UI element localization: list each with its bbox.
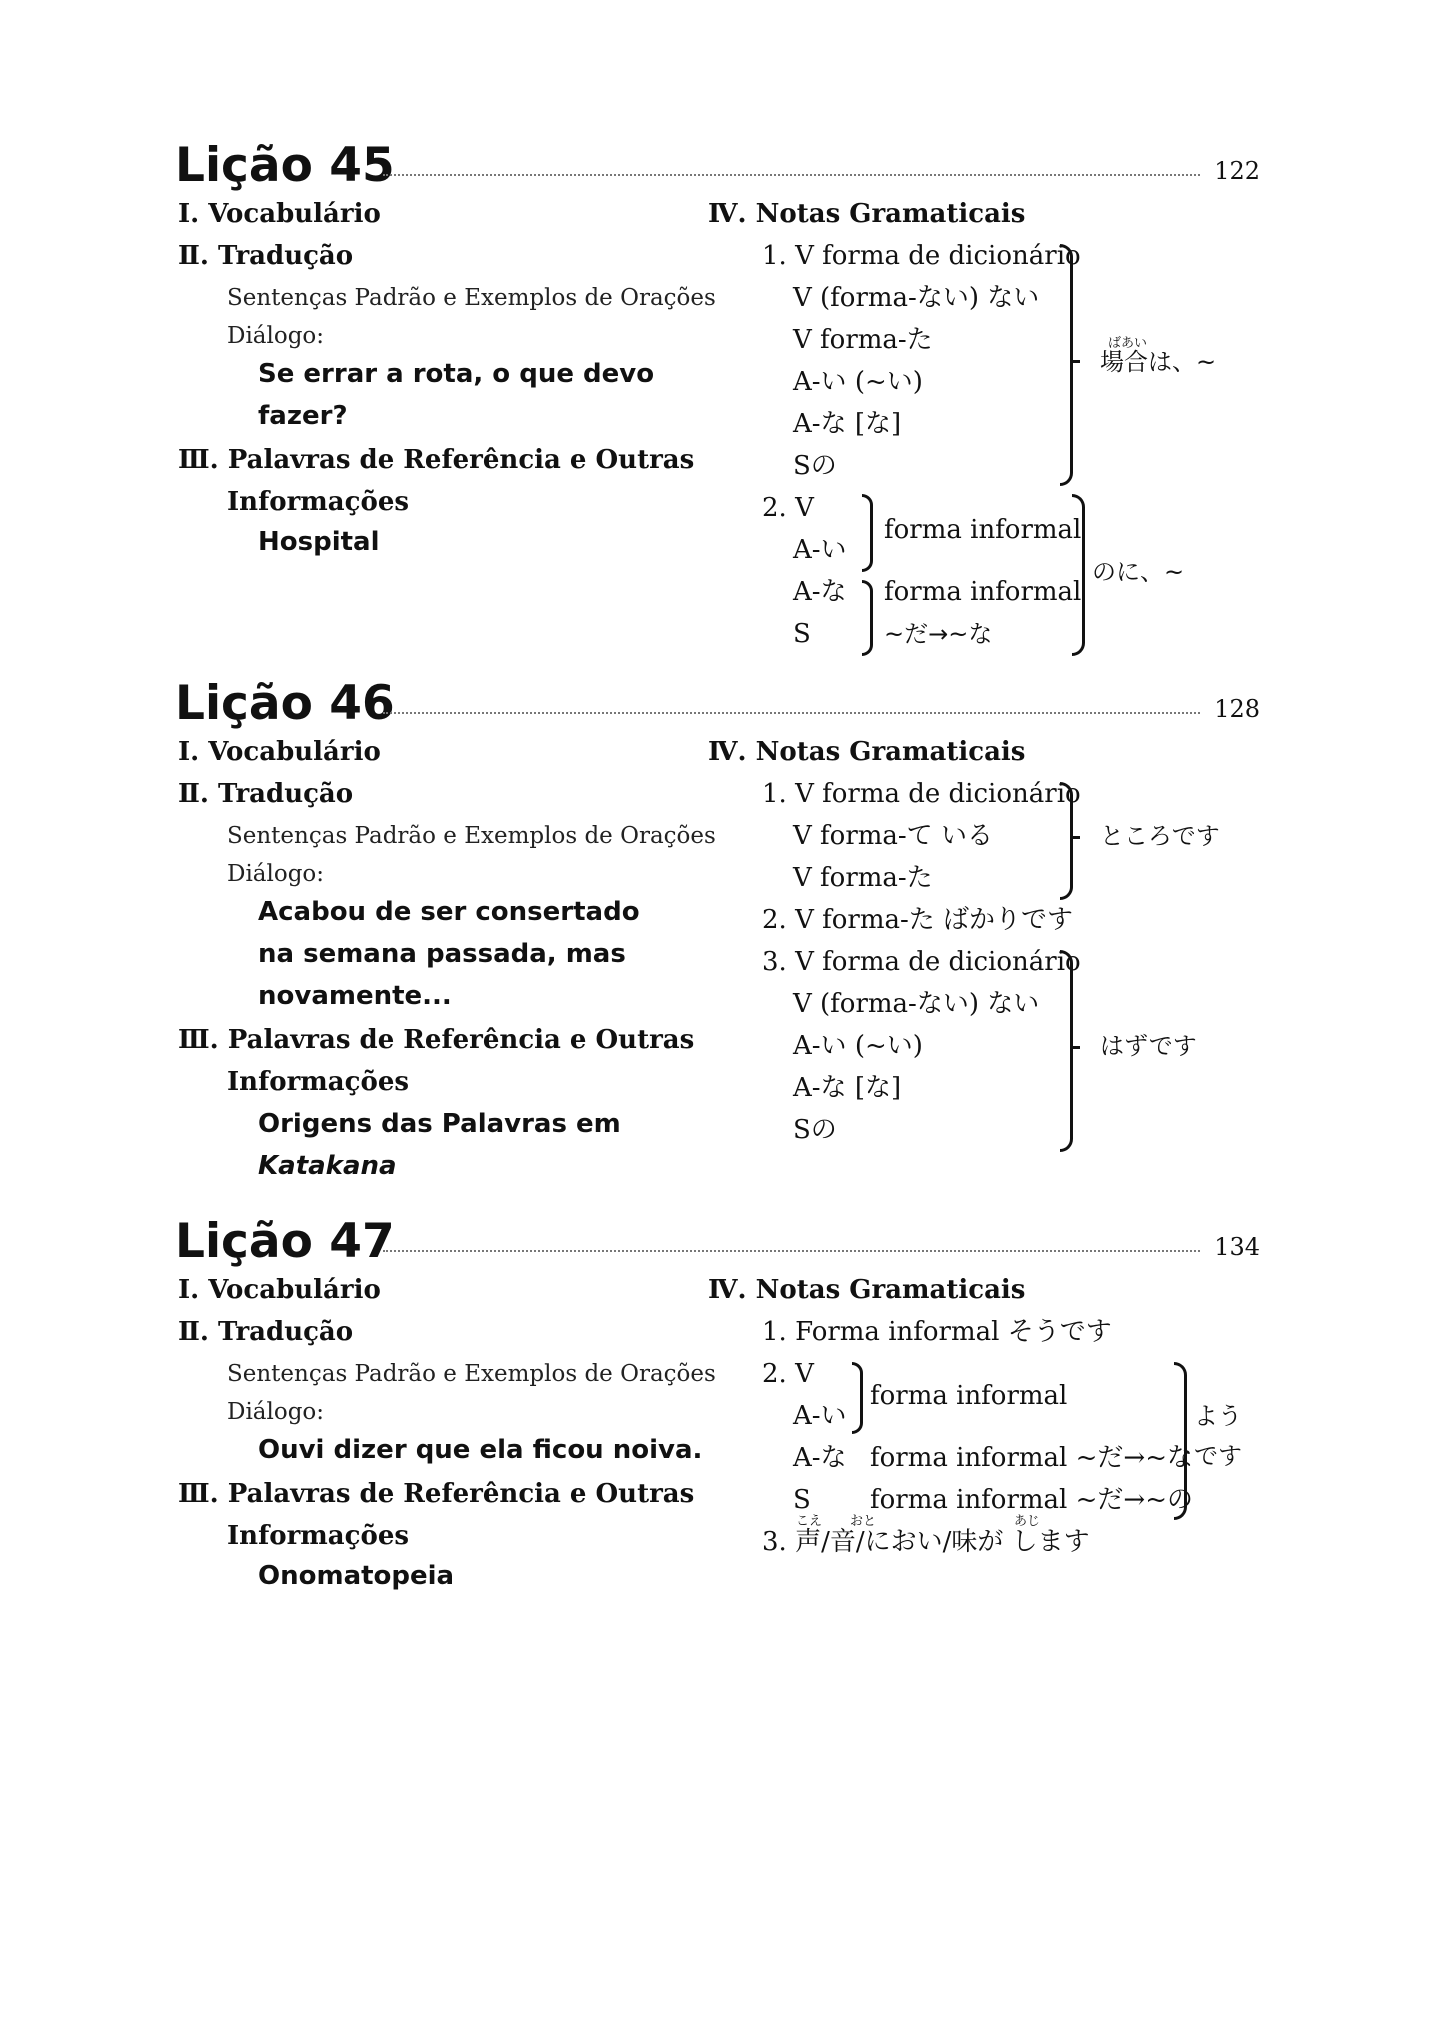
lesson-title: Lição 45 [175, 138, 395, 193]
section-traducao: Ⅱ. Tradução [178, 1317, 354, 1347]
brace [1060, 950, 1073, 1152]
brace-tip [1072, 360, 1080, 363]
grammar-result: よう [1194, 1402, 1242, 1430]
subsection-sentencas: Sentenças Padrão e Exemplos de Orações [227, 1361, 716, 1387]
section-palavras: Ⅲ. Palavras de Referência e Outras [178, 1479, 695, 1509]
brace [852, 1362, 863, 1434]
grammar-item: A-な [793, 1443, 847, 1473]
grammar-result: はずです [1100, 1032, 1197, 1060]
furigana: ばあい [1108, 336, 1148, 351]
furigana: おと [850, 1514, 877, 1529]
grammar-item: V forma-て いる [793, 821, 993, 851]
lesson-header [175, 676, 1260, 736]
grammar-item: V (forma-ない) ない [793, 283, 1040, 313]
section-palavras-cont: Informações [227, 1521, 409, 1551]
grammar-item: 3. V forma de dicionário [762, 947, 1081, 977]
brace-tip [1072, 1046, 1080, 1049]
grammar-item: 1. Forma informal そうです [762, 1317, 1112, 1347]
lesson-header [175, 1214, 1260, 1274]
dotted-leader [383, 1250, 1200, 1252]
grammar-item: A-い [793, 535, 847, 565]
page-number: 128 [1214, 695, 1260, 723]
section-vocabulario: Ⅰ. Vocabulário [178, 199, 381, 229]
grammar-item: forma informal [884, 515, 1082, 545]
subsection-sentencas: Sentenças Padrão e Exemplos de Orações [227, 285, 716, 311]
grammar-item: 2. V [762, 493, 814, 523]
grammar-result: 場合は、~ [1100, 348, 1217, 376]
grammar-item: Sの [793, 451, 837, 481]
section-notas-gramaticais: Ⅳ. Notas Gramaticais [708, 737, 1026, 767]
brace [1060, 782, 1073, 900]
section-vocabulario: Ⅰ. Vocabulário [178, 737, 381, 767]
grammar-item: 1. V forma de dicionário [762, 241, 1081, 271]
grammar-result: のに、~ [1092, 558, 1185, 586]
subsection-dialogo: Diálogo: [227, 1399, 325, 1425]
page-number: 134 [1214, 1233, 1260, 1261]
reference-topic: Katakana [258, 1151, 397, 1181]
dialog-title-line: Acabou de ser consertado [258, 897, 640, 927]
section-palavras-cont: Informações [227, 1067, 409, 1097]
grammar-result: です [1194, 1442, 1242, 1470]
grammar-item: A-な [な] [793, 1073, 902, 1103]
brace [862, 580, 873, 656]
brace [1072, 494, 1085, 656]
brace [1174, 1362, 1187, 1520]
furigana: あじ [1014, 1514, 1041, 1529]
dialog-title-line: na semana passada, mas [258, 939, 626, 969]
section-traducao: Ⅱ. Tradução [178, 779, 354, 809]
lesson-title: Lição 47 [175, 1214, 395, 1269]
grammar-item: ~だ→~な [884, 620, 993, 648]
section-vocabulario: Ⅰ. Vocabulário [178, 1275, 381, 1305]
dotted-leader [383, 174, 1200, 176]
brace [1060, 244, 1073, 486]
brace-tip [1072, 836, 1080, 839]
subsection-dialogo: Diálogo: [227, 323, 325, 349]
grammar-item: V forma-た [793, 863, 933, 893]
grammar-item: A-な [な] [793, 409, 902, 439]
section-traducao: Ⅱ. Tradução [178, 241, 354, 271]
section-palavras: Ⅲ. Palavras de Referência e Outras [178, 1025, 695, 1055]
dialog-title-line: fazer? [258, 401, 348, 431]
grammar-item: V forma-た [793, 325, 933, 355]
grammar-item: A-な [793, 577, 847, 607]
dotted-leader [383, 712, 1200, 714]
grammar-item: forma informal ~だ→~な [870, 1443, 1193, 1473]
grammar-item: forma informal [884, 577, 1082, 607]
dialog-title-line: Se errar a rota, o que devo [258, 359, 655, 389]
page-number: 122 [1214, 157, 1260, 185]
section-notas-gramaticais: Ⅳ. Notas Gramaticais [708, 1275, 1026, 1305]
reference-topic: Origens das Palavras em [258, 1109, 621, 1139]
section-notas-gramaticais: Ⅳ. Notas Gramaticais [708, 199, 1026, 229]
dialog-title-line: Ouvi dizer que ela ficou noiva. [258, 1435, 703, 1465]
section-palavras: Ⅲ. Palavras de Referência e Outras [178, 445, 695, 475]
grammar-item: A-い [793, 1401, 847, 1431]
reference-topic: Hospital [258, 527, 380, 557]
grammar-item: 2. V forma-た ばかりです [762, 905, 1074, 935]
grammar-item: 3. 声/音/におい/味が します [762, 1527, 1090, 1557]
subsection-sentencas: Sentenças Padrão e Exemplos de Orações [227, 823, 716, 849]
subsection-dialogo: Diálogo: [227, 861, 325, 887]
grammar-item: A-い (~い) [793, 367, 923, 397]
lesson-header [175, 138, 1260, 198]
grammar-item: V (forma-ない) ない [793, 989, 1040, 1019]
dialog-title-line: novamente... [258, 981, 452, 1011]
grammar-item: A-い (~い) [793, 1031, 923, 1061]
grammar-item: S [793, 1485, 811, 1515]
lesson-title: Lição 46 [175, 676, 395, 731]
grammar-item: forma informal ~だ→~の [870, 1485, 1193, 1515]
grammar-item: 2. V [762, 1359, 814, 1389]
grammar-result: ところです [1100, 822, 1220, 850]
reference-topic: Onomatopeia [258, 1561, 455, 1591]
grammar-item: forma informal [870, 1381, 1068, 1411]
grammar-item: Sの [793, 1115, 837, 1145]
section-palavras-cont: Informações [227, 487, 409, 517]
furigana: こえ [796, 1514, 823, 1529]
brace [862, 494, 873, 572]
grammar-item: S [793, 619, 811, 649]
grammar-item: 1. V forma de dicionário [762, 779, 1081, 809]
